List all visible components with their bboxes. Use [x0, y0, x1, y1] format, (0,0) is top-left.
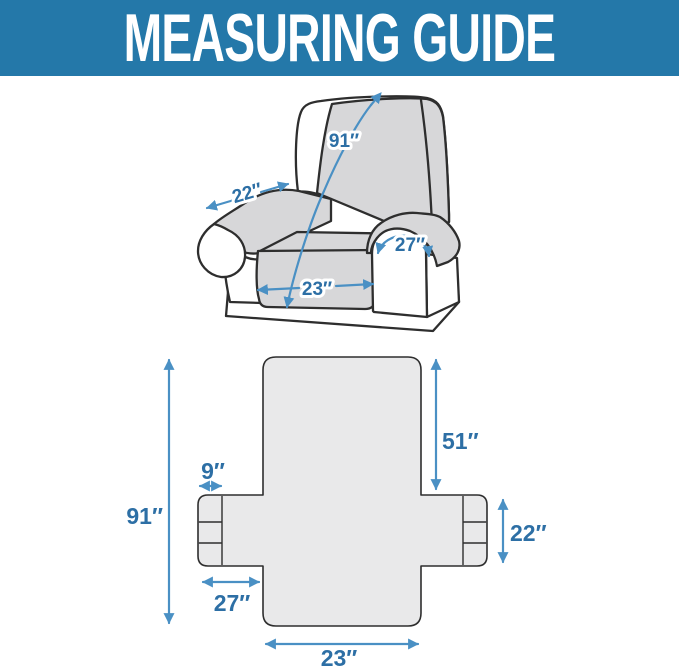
arm-length-arrow-left [207, 200, 234, 208]
measuring-guide-figure [0, 76, 679, 669]
flap-span-label: 27″ [213, 590, 251, 616]
cover-shape [198, 357, 487, 626]
back-section-measure [436, 360, 479, 489]
recliner-illustration [198, 93, 460, 331]
page-title: MEASURING GUIDE [123, 0, 556, 76]
flap-span-measure [203, 582, 259, 616]
back-section-label: 51″ [442, 428, 479, 454]
arm-length-label: 22″ [229, 179, 265, 209]
strap-width-label: 9″ [201, 458, 225, 484]
total-length-label: 91″ [126, 503, 163, 529]
header-banner [0, 0, 679, 76]
back-length-label: 91″ [328, 131, 360, 152]
total-length-measure [126, 360, 169, 623]
chair-seat-width-label: 23″ [301, 279, 333, 300]
flap-height-measure [503, 500, 547, 562]
cover-seat-width-label: 23″ [320, 645, 358, 669]
arm-girth-label: 27″ [394, 235, 426, 256]
cover-seat-width-measure [266, 644, 418, 669]
strap-width-measure [200, 458, 225, 486]
cover-layout-diagram [126, 357, 546, 669]
flap-height-label: 22″ [510, 520, 547, 546]
